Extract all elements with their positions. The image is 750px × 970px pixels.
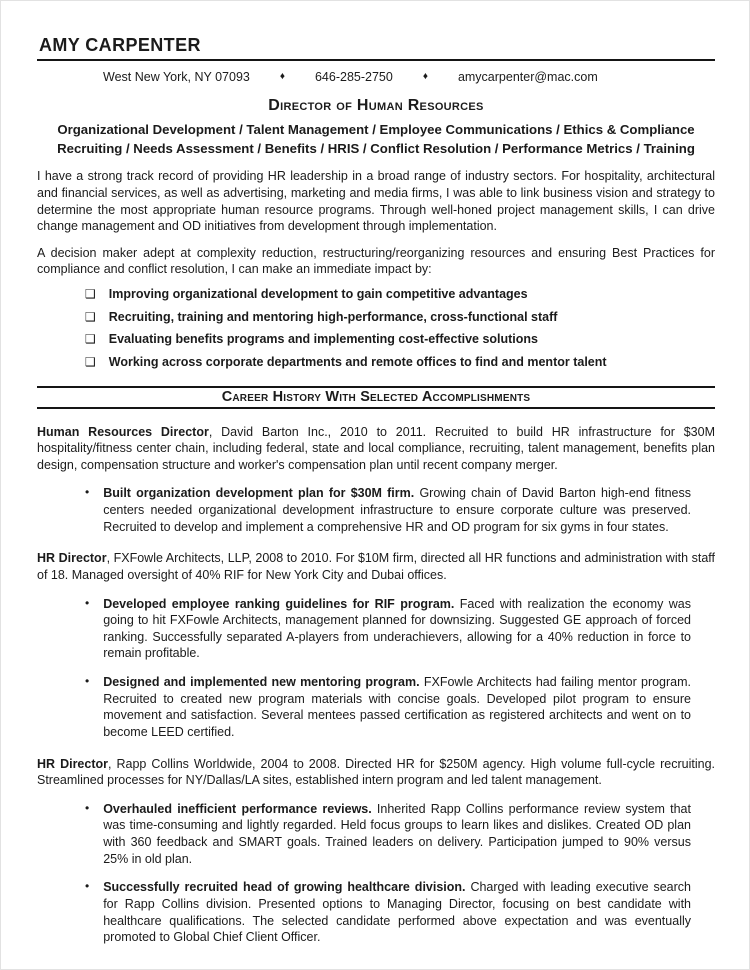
impact-list <box>37 286 715 371</box>
accomplishment-lead: Successfully recruited head of growing healthcare division. <box>103 880 466 895</box>
accomplishment-text <box>103 674 691 741</box>
job-role: Human Resources Director <box>37 424 209 439</box>
impact-item <box>85 309 715 326</box>
impact-item-text: Improving organizational development to gain competitive advantages <box>108 287 528 302</box>
accomplishment-lead: Developed employee ranking guidelines for RIF program. <box>103 596 455 611</box>
checkbox-icon: ❑ <box>85 287 96 302</box>
job-summary-3 <box>37 756 715 789</box>
contact-phone: 646-285-2750 <box>314 70 393 84</box>
skills-line-2: Recruiting / Needs Assessment / Benefits / HRIS / Conflict Resolution / Performance Metrics / Training <box>57 141 695 157</box>
accomplishment-item <box>85 801 691 868</box>
skills-line-1: Organizational Development / Talent Management / Employee Communications / Ethics & Compliance <box>57 122 695 137</box>
impact-item <box>85 354 715 371</box>
contact-location: West New York, NY 07093 <box>103 70 250 84</box>
impact-item-text: Recruiting, training and mentoring high-performance, cross-functional staff <box>108 309 558 324</box>
header-divider <box>37 59 715 61</box>
resume-header <box>37 35 715 84</box>
bullet-icon: • <box>85 595 90 610</box>
checkbox-icon: ❑ <box>85 332 96 347</box>
contact-email: amycarpenter@mac.com <box>457 70 598 84</box>
impact-item <box>85 331 715 348</box>
accomplishment-text <box>103 485 691 535</box>
accomplishment-text <box>103 801 691 868</box>
resume-title: Director of Human Resources <box>268 97 484 114</box>
accomplishment-item <box>85 596 691 663</box>
accomplishment-lead: Built organization development plan for $30M firm. <box>103 486 415 501</box>
job-role: HR Director <box>37 756 109 771</box>
diamond-icon: ♦ <box>422 70 428 82</box>
summary-paragraph-1: I have a strong track record of providing HR leadership in a broad range of industry sectors. For hospitality, architectural and financial services, as well as advertising, marketing and media firms, I was able to link business vision and strategy to determine the most appropriate human resource programs. Through well-honed project management skills, I can drive change management and OD initiatives from development through implementation. <box>37 169 715 234</box>
bullet-icon: • <box>85 674 90 689</box>
bullet-icon: • <box>85 485 90 500</box>
impact-item <box>85 286 715 303</box>
diamond-icon: ♦ <box>279 70 285 82</box>
skills-summary <box>37 120 715 158</box>
section-header-career-history: Career History With Selected Accomplishments <box>37 386 715 409</box>
accomplishment-item <box>85 674 691 741</box>
checkbox-icon: ❑ <box>85 354 96 369</box>
contact-line <box>103 70 715 84</box>
accomplishment-item <box>85 485 691 535</box>
job-details: , FXFowle Architects, LLP, 2008 to 2010. For $10M firm, directed all HR functions and administration with staff of 18. Managed oversight of 40% RIF for New York City and Dubai offices. <box>37 551 715 582</box>
accomplishment-detail: Inherited Rapp Collins performance review system that was time-consuming and lightly regarded. Held focus groups to learn likes and dislikes. Created OD plan with 360 feedback and SMART goals. Trained leaders on delivery. Participation jumped to 90% versus 25% in old plan. <box>103 801 691 866</box>
checkbox-icon: ❑ <box>85 309 96 324</box>
accomplishment-detail: Charged with leading executive search for Rapp Collins division. Presented options to Managing Director, focusing on best candidate with healthcare qualifications. The selected candidate performed above expectation and was eventually promoted to Global Chief Client Officer. <box>103 880 691 945</box>
bullet-icon: • <box>85 879 90 894</box>
accomplishment-detail: Growing chain of David Barton high-end fitness centers needed organizational development infrastructure to ensure corporate culture was preserved. Recruited to develop and implement a comprehensive HR and OD program for six gyms in four states. <box>103 486 692 534</box>
job-summary-2 <box>37 550 715 583</box>
accomplishment-text <box>103 879 691 946</box>
accomplishment-text <box>103 596 691 663</box>
accomplishment-detail: Faced with realization the economy was going to hit FXFowle Architects, management planned for downsizing. Suggested GE approach of forced ranking. Successfully separated A-players from underachievers, allowing for a 40% reduction in force to remain profitable. <box>103 596 691 661</box>
accomplishment-detail: FXFowle Architects had failing mentor program. Recruited to created new program materials with concise goals. Developed pilot program to ensure movement and satisfaction. Several mentees passed certification as registered architects and went on to become LEED certified. <box>103 675 692 739</box>
impact-item-text: Working across corporate departments and remote offices to find and mentor talent <box>108 354 607 369</box>
candidate-name: AMY CARPENTER <box>39 35 201 55</box>
job-details: , Rapp Collins Worldwide, 2004 to 2008. Directed HR for $250M agency. High volume full-cycle recruiting. Streamlined processes for NY/Dallas/LA sites, established intern program and led talent management. <box>37 756 715 788</box>
job-role: HR Director <box>37 551 107 566</box>
job-details: , David Barton Inc., 2010 to 2011. Recruited to build HR infrastructure for $30M hospitality/fitness center chain, including federal, state and local compliance, recruiting, talent management, benefits plan design, compensation structure and worker's compensation plan until recent company merger. <box>37 424 715 472</box>
accomplishment-lead: Overhauled inefficient performance reviews. <box>103 801 372 816</box>
impact-item-text: Evaluating benefits programs and implementing cost-effective solutions <box>108 332 539 347</box>
summary-paragraph-2: A decision maker adept at complexity reduction, restructuring/reorganizing resources and ensuring Best Practices for compliance and conflict resolution, I can make an immediate impact by: <box>37 245 715 277</box>
bullet-icon: • <box>85 800 90 815</box>
accomplishment-item <box>85 879 691 946</box>
job-summary-1 <box>37 424 715 474</box>
accomplishment-lead: Designed and implemented new mentoring program. <box>103 675 420 690</box>
